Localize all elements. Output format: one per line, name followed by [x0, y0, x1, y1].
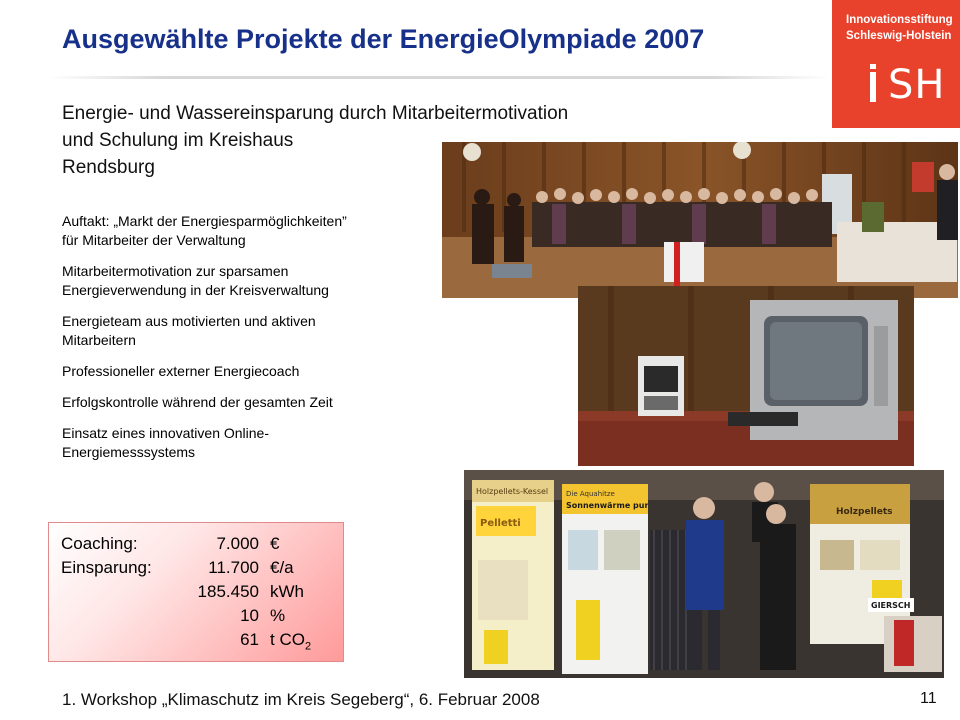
poster-left-title: Holzpellets-Kessel: [476, 487, 549, 496]
photo-exhibition-stand-image: [464, 470, 944, 678]
isw-logo: [832, 0, 960, 128]
bullet-line: Energiemesssystems: [62, 444, 196, 460]
slide-footer: 1. Workshop „Klimaschutz im Kreis Segeberg“, 6. Februar 2008: [62, 690, 540, 709]
cost-summary-box: [48, 522, 344, 662]
subtitle-line-2: und Schulung im Kreishaus: [62, 130, 294, 151]
cost-unit-subscript: 2: [304, 640, 312, 653]
cost-unit: [270, 629, 311, 657]
logo-text-line2: Schleswig-Holstein: [846, 30, 952, 42]
cost-unit: kWh: [270, 582, 304, 601]
cost-unit: €: [270, 534, 280, 553]
bullet-item: [62, 212, 452, 250]
cost-value: 11.700: [208, 558, 259, 577]
logo-i-dot: [870, 64, 876, 69]
bullet-line: für Mitarbeiter der Verwaltung: [62, 232, 246, 248]
logo-mark: SH: [888, 62, 946, 108]
photo-exhibition-stand: [464, 470, 944, 678]
cost-value: 61: [240, 630, 259, 649]
bullet-line: Mitarbeitermotivation zur sparsamen: [62, 263, 289, 279]
slide-title: Ausgewählte Projekte der EnergieOlympiade 2007: [62, 24, 705, 54]
subtitle-line-3: Rendsburg: [62, 157, 155, 178]
cost-unit-main: t CO: [270, 630, 305, 649]
cost-unit: €/a: [270, 558, 294, 577]
photo-event-crowd: [442, 142, 958, 298]
title-divider: [48, 76, 830, 79]
bullet-item: [62, 262, 452, 300]
brand-box-label: GIERSCH: [871, 601, 911, 610]
cost-value: 10: [240, 606, 259, 625]
bullet-item: [62, 393, 452, 412]
bullet-item: [62, 312, 452, 350]
logo-text-line1: Innovationsstiftung: [846, 14, 953, 26]
bullet-list: [62, 212, 452, 474]
cost-value: 7.000: [216, 534, 259, 553]
bullet-item: [62, 424, 452, 462]
cost-value: 185.450: [197, 582, 259, 601]
bullet-line: Erfolgskontrolle während der gesamten Zeit: [62, 394, 333, 410]
photo-tv-appliances-image: [578, 286, 914, 466]
bullet-line: Energieverwendung in der Kreisverwaltung: [62, 282, 329, 298]
poster-right-title: Holzpellets: [836, 507, 893, 517]
bullet-item: [62, 362, 452, 381]
bullet-line: Professioneller externer Energiecoach: [62, 363, 300, 379]
poster-mid-line2: Sonnenwärme pur: [566, 501, 649, 510]
bullet-line: Mitarbeitern: [62, 332, 136, 348]
bullet-line: Einsatz eines innovativen Online-: [62, 425, 270, 441]
cost-label: Einsparung:: [61, 558, 152, 577]
page-number: 11: [920, 690, 937, 707]
subtitle-line-1: Energie- und Wassereinsparung durch Mitarbeitermotivation: [62, 103, 569, 124]
logo-i-bar: [870, 72, 876, 102]
cost-label: Coaching:: [61, 534, 138, 553]
poster-left-brand: Pelletti: [480, 518, 521, 529]
bullet-line: Energieteam aus motivierten und aktiven: [62, 313, 316, 329]
cost-unit: %: [270, 606, 286, 625]
bullet-line: Auftakt: „Markt der Energiesparmöglichkeiten”: [62, 213, 347, 229]
photo-event-crowd-image: [442, 142, 958, 298]
photo-tv-appliances: [578, 286, 914, 466]
poster-mid-line1: Die Aquahitze: [566, 490, 615, 498]
